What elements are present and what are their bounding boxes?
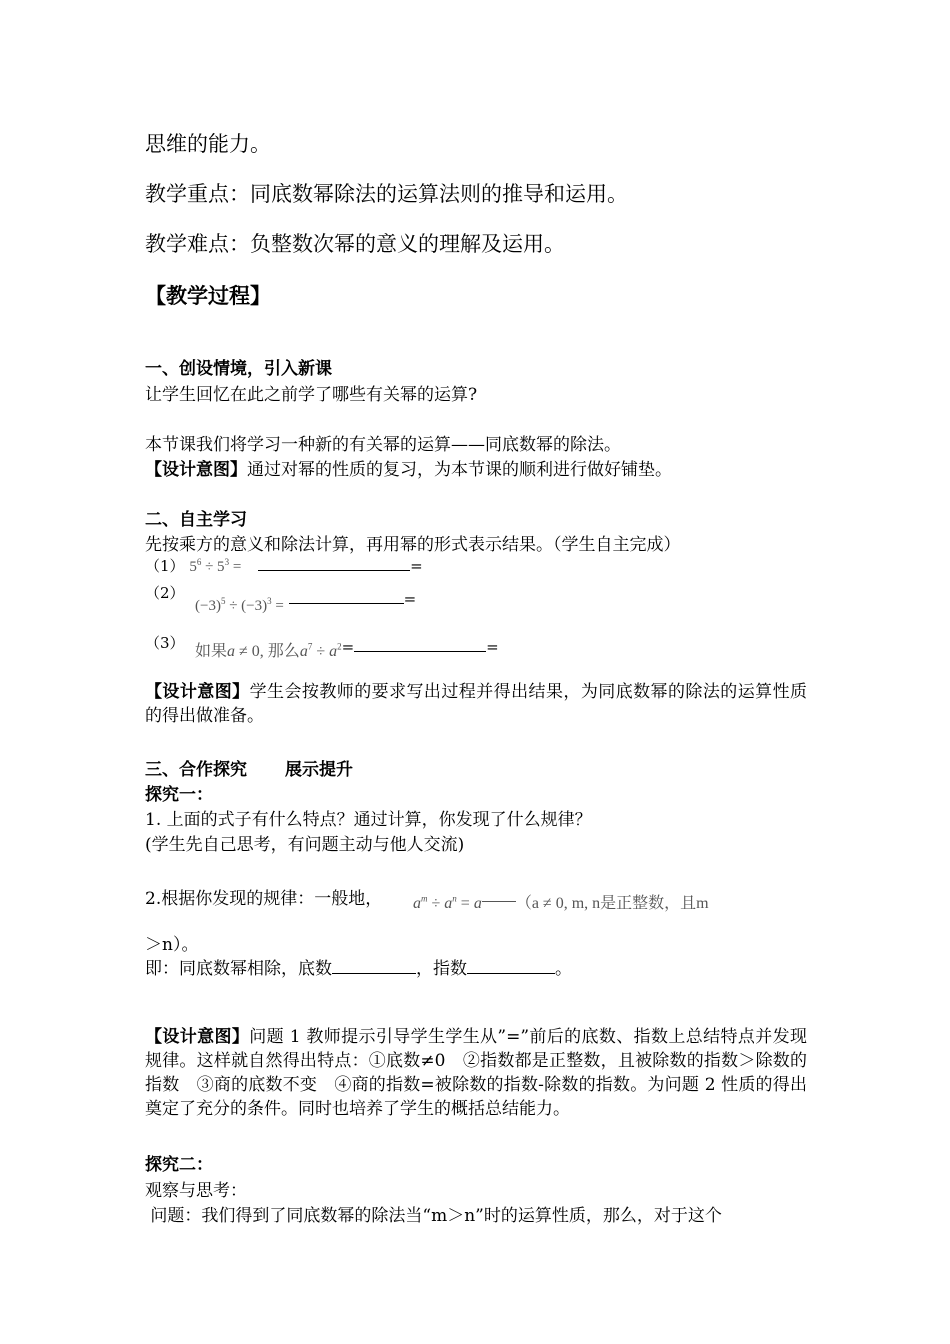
math-expression: 如果a ≠ 0, 那么$a^7 \div a^2$ [195,641,342,660]
equals-sign: = [410,557,423,575]
section-1-paragraph: 本节课我们将学习一种新的有关幂的运算——同底数幂的除法。 [145,435,621,455]
summary-end: 。 [555,959,572,979]
key-point: 教学重点：同底数幂除法的运算法则的推导和运用。 [145,182,628,206]
observe-heading: 观察与思考： [145,1181,247,1201]
explore-1-heading: 探究一： [145,785,213,805]
exponent-blank[interactable] [467,973,555,974]
section-2-heading: 二、自主学习 [145,510,247,530]
section-3-heading [145,755,353,780]
math-text: 如果 [195,643,228,660]
explore-2-heading: 探究二： [145,1155,213,1175]
answer-blank[interactable] [258,570,410,571]
general-formula: $a^m \div a^n = a$ （a ≠ 0, m, n是正整数，且m [413,893,709,912]
design-intent-label: 【设计意图】 [145,460,247,480]
explore-question-2-cont: ＞n）。 [145,935,199,955]
process-heading: 【教学过程】 [145,283,271,308]
design-intent-label: 【设计意图】 [145,682,250,702]
design-intent-text: 学生会按教师的要求写出过程并得出结果，为同底数幂的除法的运算性质的得出做准备。 [145,682,808,726]
question-label: （1） [145,557,185,575]
section-3-subtitle: 展示提升 [285,760,353,780]
question-3-label: （3） [145,634,185,652]
formula-condition: （a ≠ 0, m, n是正整数，且m [515,895,709,912]
design-intent [145,680,807,728]
section-1-heading: 一、创设情境，引入新课 [145,359,332,379]
intro-line: 思维的能力。 [145,132,271,156]
difficulty: 教学难点：负整数次幂的意义的理解及运用。 [145,232,565,256]
answer-blank[interactable] [354,651,486,652]
question-3 [195,638,499,661]
equals-sign: = [403,590,417,608]
design-intent-text: 通过对幂的性质的复习，为本节课的顺利进行做好铺垫。 [247,460,672,480]
section-1-paragraph: 让学生回忆在此之前学了哪些有关幂的运算? [145,385,478,405]
design-intent [145,1025,807,1121]
explore-question-2: 2.根据你发现的规律：一般地， [145,889,383,909]
design-intent-label: 【设计意图】 [145,1027,250,1047]
math-expression: $5^6 \div 5^3$ = [189,557,242,575]
section-3-title: 三、合作探究 [145,760,247,780]
equals-sign: = [486,638,499,656]
base-blank[interactable] [332,973,416,974]
answer-blank[interactable] [289,603,404,604]
question-1 [145,555,423,576]
explore-2-question: 问题：我们得到了同底数幂的除法当“m＞n”时的运算性质，那么，对于这个 [145,1206,722,1226]
design-intent-text: 问题 1 教师提示引导学生学生从”=”前后的底数、指数上总结特点并发现规律。这样就自然得出特点：①底数≠0 ②指数都是正整数，且被除数的指数＞除数的指数 ③商的底数不变 ④商的指数=被除数的指数-除数的指数。为问题 2 性质的得出奠定了充分的条件。同时也培养了学生的概括总结能力。 [145,1027,808,1119]
summary-prefix: 即：同底数幂相除，底数 [145,959,332,979]
section-2-paragraph: 先按乘方的意义和除法计算，再用幂的形式表示结果。（学生自主完成） [145,535,681,555]
design-intent [145,455,672,480]
summary-line [145,954,572,979]
question-2 [195,590,416,615]
explore-question-1: 1. 上面的式子有什么特点？通过计算，你发现了什么规律？ [145,810,592,830]
question-2-label: （2） [145,584,185,602]
equals-sign: = [341,638,355,656]
summary-mid: ，指数 [416,959,467,979]
explore-question-1-note: (学生先自己思考，有问题主动与他人交流) [145,835,465,855]
math-expression: $(-3)^5 \div (-3)^3$ = [195,596,284,614]
